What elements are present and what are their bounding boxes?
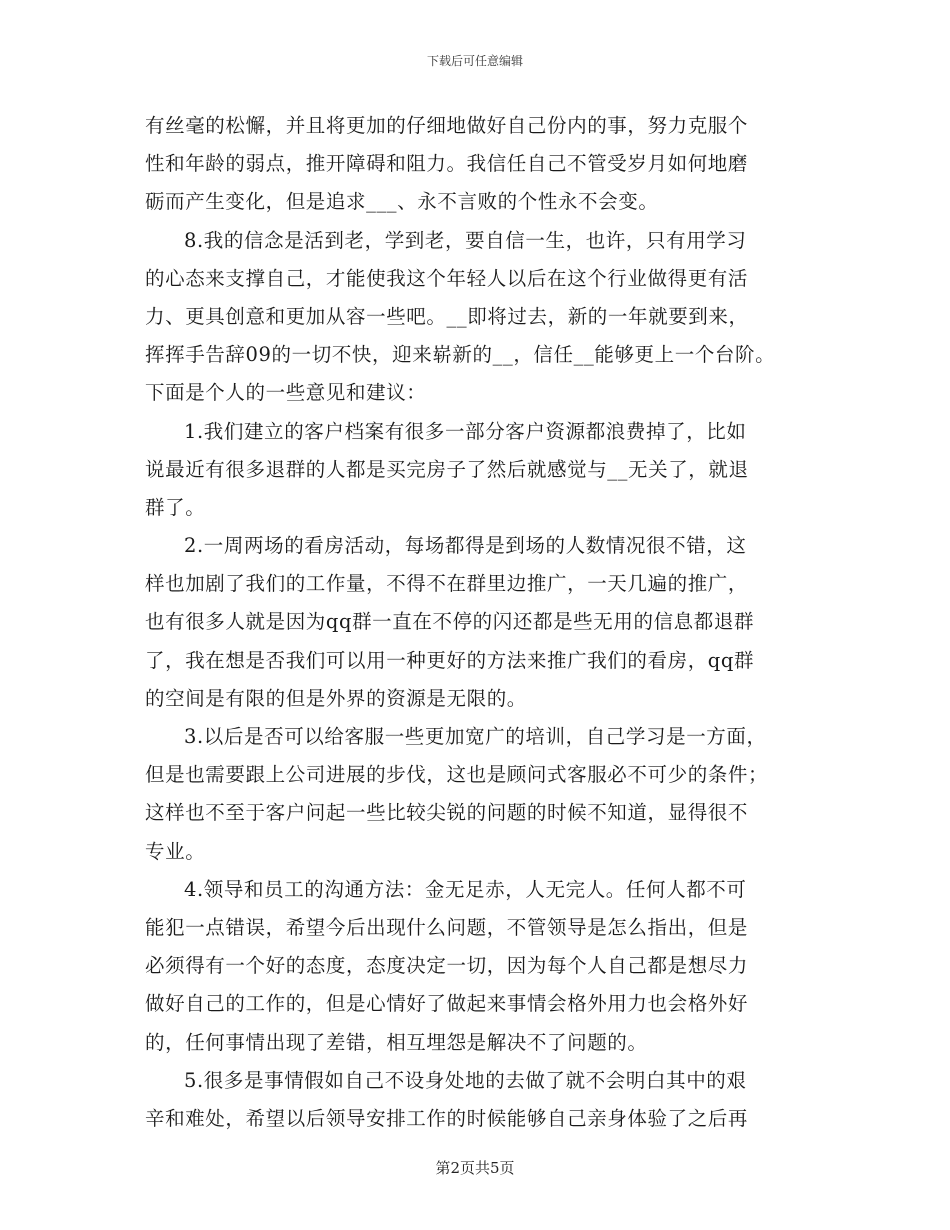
text-line: 砺而产生变化，但是追求___、永不言败的个性永不会变。	[145, 190, 659, 214]
text-line: 这样也不至于客户问起一些比较尖锐的问题的时候不知道，显得很不	[145, 801, 749, 825]
text-line: 性和年龄的弱点，推开障碍和阻力。我信任自己不管受岁月如何地磨	[145, 152, 749, 176]
text-line: 3.以后是否可以给客服一些更加宽广的培训，自己学习是一方面，	[184, 725, 767, 748]
text-line: 有丝毫的松懈，并且将更加的仔细地做好自己份内的事，努力克服个	[145, 114, 749, 137]
text-line: 挥挥手告辞09的一切不快，迎来崭新的__，信任__能够更上一个台阶。	[145, 343, 776, 367]
text-line: 说最近有很多退群的人都是买完房子了然后就感觉与__无关了，就退	[145, 457, 749, 481]
text-line: 2.一周两场的看房活动，每场都得是到场的人数情况很不错，这	[184, 534, 747, 558]
text-line: 必须得有一个好的态度，态度决定一切，因为每个人自己都是想尽力	[145, 954, 749, 978]
text-line: 群了。	[145, 495, 206, 519]
text-line: 专业。	[145, 839, 206, 863]
text-line: 辛和难处，希望以后领导安排工作的时候能够自己亲身体验了之后再	[145, 1106, 749, 1130]
document-body	[145, 107, 810, 1138]
text-line: 1.我们建立的客户档案有很多一部分客户资源都浪费掉了，比如	[184, 419, 747, 443]
text-line: 样也加剧了我们的工作量，不得不在群里边推广，一天几遍的推广，	[145, 572, 749, 596]
text-line: 但是也需要跟上公司进展的步伐，这也是顾问式客服必不可少的条件；	[145, 763, 769, 787]
page-header: 下载后可任意编辑	[426, 54, 523, 68]
text-line: 4.领导和员工的沟通方法：金无足赤，人无完人。任何人都不可	[184, 877, 747, 901]
text-line: 力、更具创意和更加从容一些吧。__即将过去，新的一年就要到来，	[145, 304, 749, 328]
text-line: 了，我在想是否我们可以用一种更好的方法来推广我们的看房，qq群	[145, 648, 755, 672]
text-line: 的空间是有限的但是外界的资源是无限的。	[145, 686, 527, 710]
text-line: 5.很多是事情假如自己不设身处地的去做了就不会明白其中的艰	[184, 1068, 747, 1092]
text-line: 的，任何事情出现了差错，相互埋怨是解决不了问题的。	[145, 1030, 648, 1054]
text-line: 做好自己的工作的，但是心情好了做起来事情会格外用力也会格外好	[145, 992, 749, 1016]
text-line: 8.我的信念是活到老，学到老，要自信一生，也许，只有用学习	[184, 228, 747, 252]
text-line: 的心态来支撑自己，才能使我这个年轻人以后在这个行业做得更有活	[145, 266, 749, 290]
text-line: 能犯一点错误，希望今后出现什么问题，不管领导是怎么指出，但是	[145, 915, 749, 939]
text-line: 也有很多人就是因为qq群一直在不停的闪还都是些无用的信息都退群	[145, 610, 755, 634]
text-line: 下面是个人的一些意见和建议：	[145, 381, 427, 405]
page-number: 第2页共5页	[435, 1159, 515, 1177]
